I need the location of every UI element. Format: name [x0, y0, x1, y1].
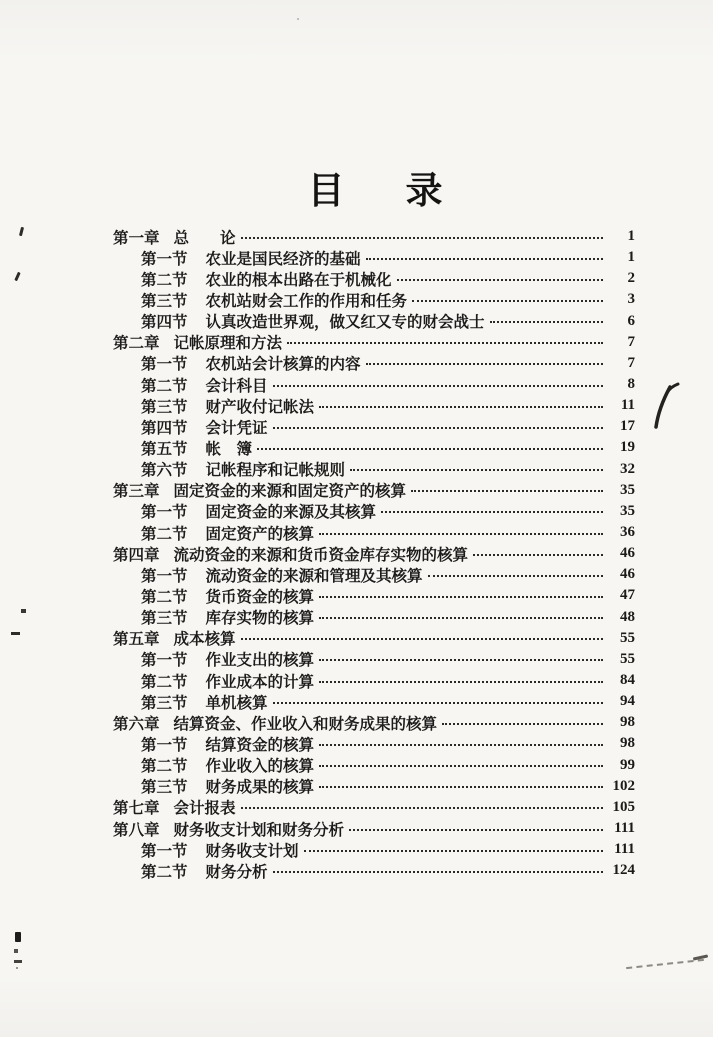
- toc-entry: [113, 522, 635, 543]
- dot-leader: [319, 786, 603, 788]
- dot-leader: [442, 723, 603, 725]
- toc-entry-page-number: 46: [620, 545, 635, 562]
- dot-leader: [304, 850, 603, 852]
- dot-leader: [273, 702, 603, 704]
- toc-entry-label: 第三节: [141, 398, 188, 416]
- toc-entry-label: 第二节: [141, 588, 188, 606]
- toc-entry: [113, 733, 635, 754]
- toc-entry-page-number: 105: [612, 798, 635, 815]
- dot-leader: [473, 554, 603, 556]
- toc-entry: [113, 353, 635, 374]
- dot-leader: [273, 385, 603, 387]
- toc-entry-label: 第七章: [113, 800, 160, 818]
- toc-entry-title: 作业成本的计算: [205, 673, 315, 691]
- ink-speck: [14, 960, 22, 963]
- toc-entry-title: 农业是国民经济的基础: [205, 250, 361, 268]
- toc-entry-page-number: 124: [612, 862, 635, 879]
- toc-entry-label: 第一节: [141, 356, 188, 374]
- toc-entry-page-number: 11: [620, 397, 635, 414]
- toc-entry-label: 第一节: [141, 842, 188, 860]
- toc-entry-title: 会计凭证: [205, 419, 268, 437]
- dot-leader: [241, 237, 603, 239]
- toc-entry-label: 第三章: [113, 483, 160, 501]
- toc-entry-title: 农机站财会工作的作用和任务: [205, 293, 408, 310]
- toc-entry-page-number: 1: [627, 249, 635, 266]
- toc-entry-page-number: 55: [620, 629, 635, 646]
- toc-entry-page-number: 7: [627, 333, 635, 350]
- pen-stroke-mark: [648, 380, 682, 432]
- toc-entry-title: 财产收付记帐法: [205, 398, 315, 416]
- toc-entry-page-number: 55: [620, 650, 635, 667]
- toc-entry: [113, 585, 635, 606]
- toc-entry-title: 财务分析: [205, 863, 268, 881]
- toc-entry-title: 作业收入的核算: [205, 758, 315, 776]
- toc-entry-label: 第八章: [113, 821, 160, 839]
- toc-entry-page-number: 3: [627, 291, 635, 308]
- toc-entry-page-number: 17: [620, 418, 635, 435]
- toc-entry: [113, 649, 635, 670]
- dot-leader: [319, 533, 603, 535]
- toc-entry-title: 会计报表: [173, 800, 236, 818]
- toc-entry-label: 第五章: [113, 631, 160, 649]
- toc-entry-title: 财务成果的核算: [205, 779, 315, 797]
- toc-entry-title: 结算资金、作业收入和财务成果的核算: [173, 715, 438, 733]
- toc-entry-title: 记帐程序和记帐规则: [205, 462, 346, 480]
- toc-entry-page-number: 32: [620, 460, 635, 477]
- toc-entry-page-number: 98: [620, 735, 635, 752]
- dot-leader: [349, 829, 603, 831]
- ink-speck: [297, 18, 299, 20]
- ink-speck: [11, 632, 20, 635]
- dot-leader: [411, 490, 603, 492]
- toc-entry: [113, 247, 635, 268]
- toc-entry-page-number: 94: [620, 693, 635, 710]
- toc-entry-page-number: 35: [620, 481, 635, 498]
- toc-entry: [113, 416, 635, 437]
- toc-entry-title: 作业支出的核算: [205, 652, 315, 670]
- toc-entry-page-number: 1: [627, 228, 635, 245]
- toc-entry-title: 会计科目: [205, 377, 268, 395]
- dot-leader: [319, 596, 603, 598]
- dot-leader: [366, 258, 603, 260]
- toc-entry-page-number: 36: [620, 524, 635, 541]
- toc-entry-page-number: 6: [627, 312, 635, 329]
- toc-entry-title: 库存实物的核算: [205, 610, 315, 628]
- dot-leader: [241, 638, 603, 640]
- dot-leader: [287, 342, 603, 344]
- toc-entry: [113, 332, 635, 353]
- dot-leader: [490, 321, 603, 323]
- toc-entry-label: 第二章: [113, 335, 160, 353]
- dot-leader: [319, 659, 603, 661]
- toc-entry-label: 第一节: [141, 736, 188, 754]
- toc-entry-page-number: 98: [620, 714, 635, 731]
- dot-leader: [273, 871, 603, 873]
- dot-leader: [319, 617, 603, 619]
- toc-entry-page-number: 46: [620, 566, 635, 583]
- toc-entry-title: 总 论: [173, 229, 236, 247]
- toc-entry-page-number: 48: [620, 608, 635, 625]
- dot-leader: [350, 469, 603, 471]
- toc-entry-label: 第四节: [141, 419, 188, 437]
- toc-entry: [113, 691, 635, 712]
- dot-leader: [319, 406, 603, 408]
- ink-speck: [14, 272, 20, 281]
- toc-entry-label: 第一节: [141, 567, 188, 585]
- toc-entry: [113, 712, 635, 733]
- toc-entry-page-number: 2: [627, 270, 635, 287]
- dot-leader: [397, 279, 603, 281]
- toc-entry: [113, 755, 635, 776]
- toc-entry-page-number: 84: [620, 672, 635, 689]
- table-of-contents: [113, 226, 635, 881]
- ink-speck: [21, 609, 26, 613]
- toc-entry-page-number: 7: [627, 354, 635, 371]
- toc-entry-label: 第二节: [141, 758, 188, 776]
- toc-entry-label: 第四章: [113, 546, 160, 564]
- toc-entry-label: 第六节: [141, 462, 188, 480]
- dot-leader: [319, 681, 603, 683]
- toc-entry: [113, 607, 635, 628]
- toc-entry: [113, 670, 635, 691]
- toc-entry: [113, 839, 635, 860]
- toc-entry-title: 流动资金的来源和货币资金库存实物的核算: [173, 546, 469, 564]
- dot-leader: [319, 765, 603, 767]
- toc-entry-label: 第一节: [141, 250, 188, 268]
- toc-entry-page-number: 111: [614, 820, 635, 836]
- ink-speck: [14, 949, 18, 953]
- page-title: 目 录: [307, 171, 455, 212]
- toc-entry: [113, 818, 635, 839]
- toc-entry-label: 第三节: [141, 293, 188, 310]
- toc-entry: [113, 564, 635, 585]
- toc-entry-page-number: 47: [620, 587, 635, 604]
- toc-entry: [113, 860, 635, 881]
- pencil-scribble-mark: [626, 959, 704, 969]
- toc-entry: [113, 628, 635, 649]
- toc-entry-label: 第四节: [141, 314, 188, 332]
- dot-leader: [273, 427, 603, 429]
- toc-entry-label: 第一章: [113, 229, 160, 247]
- toc-entry: [113, 289, 635, 310]
- toc-entry-page-number: 102: [612, 777, 635, 794]
- toc-entry-title: 固定资产的核算: [205, 525, 315, 543]
- toc-entry: [113, 797, 635, 818]
- toc-entry-label: 第三节: [141, 610, 188, 628]
- toc-entry-page-number: 35: [620, 502, 635, 519]
- toc-entry-label: 第三节: [141, 694, 188, 712]
- toc-entry-title: 固定资金的来源和固定资产的核算: [173, 483, 407, 501]
- toc-entry-title: 成本核算: [173, 631, 236, 649]
- toc-entry-title: 认真改造世界观，做又红又专的财会战士: [205, 314, 485, 332]
- toc-entry: [113, 501, 635, 522]
- toc-entry-title: 流动资金的来源和管理及其核算: [205, 567, 423, 585]
- toc-entry-label: 第二节: [141, 673, 188, 691]
- toc-entry-label: 第二节: [141, 271, 188, 289]
- toc-entry-label: 第一节: [141, 652, 188, 670]
- toc-entry-title: 固定资金的来源及其核算: [205, 504, 377, 522]
- toc-entry-title: 财务收支计划: [205, 842, 299, 860]
- toc-entry-title: 财务收支计划和财务分析: [173, 821, 345, 839]
- toc-entry: [113, 395, 635, 416]
- ink-speck: [19, 227, 24, 236]
- toc-entry-title: 农机站会计核算的内容: [205, 356, 361, 374]
- toc-entry: [113, 268, 635, 289]
- toc-entry-title: 记帐原理和方法: [173, 335, 283, 353]
- toc-entry-title: 农业的根本出路在于机械化: [205, 271, 392, 289]
- toc-entry-page-number: 99: [620, 756, 635, 773]
- ink-speck: [15, 932, 21, 942]
- toc-entry: [113, 226, 635, 247]
- toc-entry-title: 单机核算: [205, 694, 268, 712]
- dot-leader: [381, 511, 603, 513]
- toc-entry: [113, 374, 635, 395]
- ink-speck: [16, 967, 18, 969]
- toc-entry-label: 第三节: [141, 779, 188, 797]
- dot-leader: [428, 575, 603, 577]
- toc-entry-title: 货币资金的核算: [205, 588, 315, 606]
- toc-entry: [113, 311, 635, 332]
- toc-entry-label: 第二节: [141, 525, 188, 543]
- toc-entry-title: 帐 簿: [205, 440, 253, 458]
- dot-leader: [366, 363, 603, 365]
- toc-entry-label: 第六章: [113, 715, 160, 733]
- toc-entry-label: 第二节: [141, 863, 188, 881]
- toc-entry-page-number: 8: [627, 376, 635, 393]
- toc-entry-label: 第一节: [141, 504, 188, 522]
- toc-entry: [113, 776, 635, 797]
- toc-entry: [113, 480, 635, 501]
- toc-entry-page-number: 111: [614, 841, 635, 858]
- toc-entry: [113, 543, 635, 564]
- toc-entry-label: 第二节: [141, 377, 188, 395]
- dot-leader: [319, 744, 603, 746]
- dot-leader: [257, 448, 603, 450]
- toc-entry-page-number: 19: [620, 439, 635, 456]
- toc-entry: [113, 459, 635, 480]
- toc-entry-label: 第五节: [141, 440, 188, 458]
- toc-entry: [113, 437, 635, 458]
- toc-entry-title: 结算资金的核算: [205, 736, 315, 754]
- dot-leader: [241, 807, 603, 809]
- dot-leader: [412, 300, 603, 302]
